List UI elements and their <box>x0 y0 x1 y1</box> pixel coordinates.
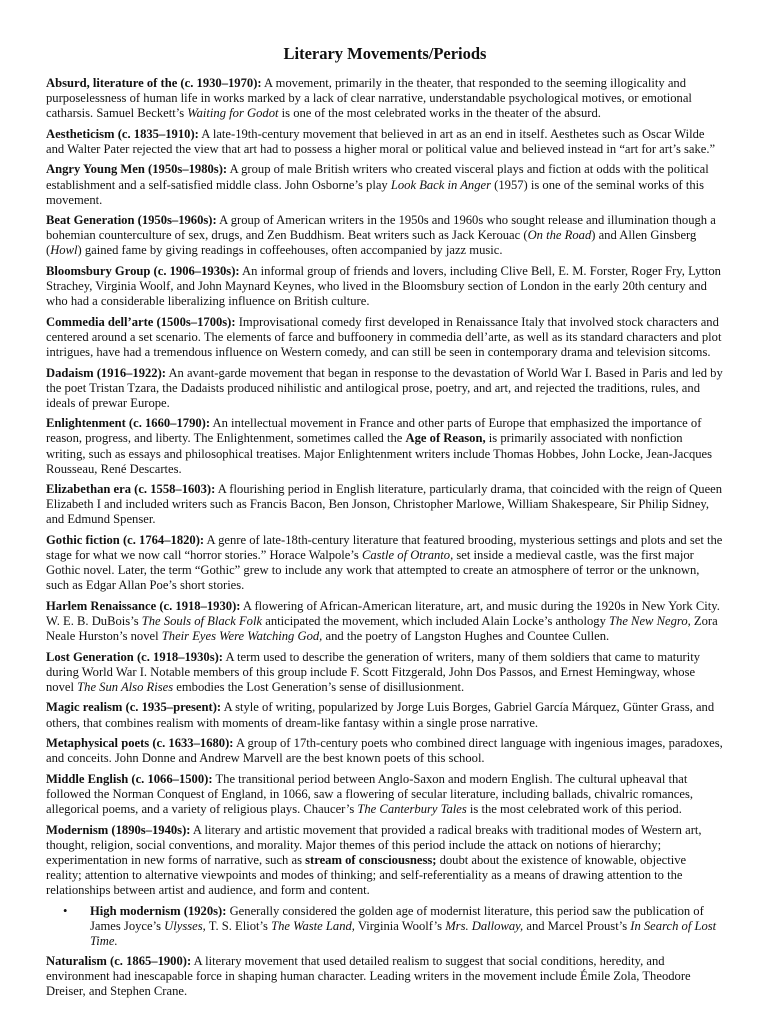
glossary-entry <box>46 772 724 817</box>
entry-text: is one of the most celebrated works in the theater of the absurd. <box>278 106 601 121</box>
entry-list <box>46 76 724 999</box>
glossary-entry <box>46 213 724 258</box>
entry-text: A flourishing period in English literature, particularly drama, that coincided with the reign of Queen Elizabeth I and included writers such as Francis Bacon, Ben Jonson, Christopher Marlowe, William Shakespeare, Sir Philip Sidney, and Edmund Spenser. <box>46 482 723 527</box>
entry-term: Enlightenment (c. 1660–1790): <box>46 416 211 431</box>
entry-text: is the most celebrated work of this period. <box>466 802 682 817</box>
entry-text: An intellectual movement in France and other parts of Europe that emphasized the importance of reason, progress, and liberty. The Enlightenment, sometimes called the <box>46 416 702 446</box>
entry-text: is primarily associated with nonfiction writing, such as essays and philosophical treatises. Major Enlightenment writers include Thomas Hobbes, John Locke, Jean-Jacques Rousseau, René Descartes. <box>46 431 713 476</box>
entry-text: The transitional period between Anglo-Saxon and modern English. The cultural upheaval that followed the Norman Conquest of England, in 1066, saw a flowering of secular literature, including ballads, chivalric romances, allegorical poems, and a variety of religious plays. Chaucer’s <box>46 771 693 817</box>
glossary-entry <box>46 533 724 593</box>
glossary-entry <box>46 954 724 999</box>
entry-term: High modernism (1920s): <box>90 903 227 918</box>
glossary-entry <box>46 482 724 527</box>
entry-text: An informal group of friends and lovers, including Clive Bell, E. M. Forster, Roger Fry, Lytton Strachey, Virginia Woolf, and John Maynard Keynes, who lived in the Bloomsbury section of London in the early 20th century and who had a considerable liberalizing influence on British culture. <box>46 264 721 309</box>
entry-term: Middle English (c. 1066–1500): <box>46 771 213 786</box>
entry-text: A literary and artistic movement that provided a radical breaks with traditional modes of Western art, thought, religion, social conventions, and morality. Major themes of this period include the attack on notions of hierarchy; experimentation in new forms of narrative, such as <box>46 822 702 867</box>
entry-text: Improvisational comedy first developed in Renaissance Italy that involved stock characters and centered around a set scenario. The elements of farce and buffoonery in commedia dell’arte, as well as its standard characters and plot intrigues, have had a tremendous influence on Western comedy, and can still be seen in contemporary drama and television sitcoms. <box>46 314 722 359</box>
entry-term: Lost Generation (c. 1918–1930s): <box>46 649 223 664</box>
entry-title-italic: Howl <box>50 243 78 258</box>
entry-text: anticipated the movement, which included Alain Locke’s anthology <box>262 614 610 628</box>
entry-term: Dadaism (1916–1922): <box>46 365 166 380</box>
entry-term: Gothic fiction (c. 1764–1820): <box>46 533 205 548</box>
entry-keyword: Age of Reason, <box>405 431 486 446</box>
glossary-entry <box>46 650 724 695</box>
entry-text: set inside a medieval castle, was the first major Gothic novel. Later, the term “Gothic” grew to include any work that attempted to create an atmosphere of terror or the unknown, such as Edgar Allan Poe’s short stories. <box>46 548 700 593</box>
glossary-entry <box>46 162 724 207</box>
entry-text: Generally considered the golden age of modernist literature, this period saw the publication of James Joyce’s <box>90 903 704 933</box>
entry-title-italic: Look Back in Anger <box>390 177 492 192</box>
entry-title-italic: Castle of Otranto, <box>361 548 454 563</box>
entry-text: (1957) is one of the seminal works of this movement. <box>46 177 705 207</box>
glossary-entry <box>46 264 724 309</box>
entry-text: An avant-garde movement that began in response to the devastation of World War I. Based in Paris and led by the poet Tristan Tzara, the Dadaists produced nihilistic and antilogical prose, poetry, and art, and rejected the traditions, rules, and ideals of prewar Europe. <box>46 365 723 410</box>
entry-text: and the poetry of Langston Hughes and Countee Cullen. <box>322 629 610 644</box>
entry-text: A group of 17th-century poets who combined direct language with ingenious images, paradoxes, and conceits. John Donne and Andrew Marvell are the best known poets of this school. <box>46 736 723 766</box>
entry-term: Elizabethan era (c. 1558–1603): <box>46 482 216 497</box>
entry-term: Harlem Renaissance (c. 1918–1930): <box>46 598 241 613</box>
entry-term: Aestheticism (c. 1835–1910): <box>46 126 199 141</box>
entry-title-italic: Their Eyes Were Watching God, <box>161 629 323 644</box>
bullet-icon: • <box>63 903 68 918</box>
entry-term: Bloomsbury Group (c. 1906–1930s): <box>46 264 240 279</box>
glossary-entry <box>46 366 724 411</box>
entry-text: Zora Neale Hurston’s novel <box>46 614 718 644</box>
entry-term: Beat Generation (1950s–1960s): <box>46 213 217 228</box>
entry-text: A flowering of African-American literature, art, and music during the 1920s in New York City. W. E. B. DuBois’s <box>46 598 720 628</box>
entry-text: Virginia Woolf’s <box>354 918 446 933</box>
entry-text: embodies the Lost Generation’s sense of disillusionment. <box>173 679 465 694</box>
entry-text: A movement, primarily in the theater, that responded to the seeming illogicality and purposelessness of human life in works marked by a lack of clear narrative, understandable psychological motives, or emotional catharsis. Samuel Beckett’s <box>46 76 692 121</box>
entry-text: A group of American writers in the 1950s and 1960s who sought release and illumination though a bohemian counterculture of sex, drugs, and Zen Buddhism. Beat writers such as Jack Kerouac ( <box>46 213 716 243</box>
glossary-entry <box>46 76 724 121</box>
entry-term: Commedia dell’arte (1500s–1700s): <box>46 314 236 329</box>
entry-title-italic: The Canterbury Tales <box>357 802 467 817</box>
entry-text: A group of male British writers who created visceral plays and fiction at odds with the political establishment and a self-satisfied middle class. John Osborne’s play <box>46 162 709 192</box>
entry-text: ) gained fame by giving readings in coffeehouses, often accompanied by jazz music. <box>77 243 503 258</box>
entry-text: ) and Allen Ginsberg ( <box>46 228 697 258</box>
entry-term: Magic realism (c. 1935–present): <box>46 700 222 715</box>
entry-term: Metaphysical poets (c. 1633–1680): <box>46 736 234 751</box>
entry-text: A late-19th-century movement that believed in art as an end in itself. Aesthetes such as Oscar Wilde and Walter Pater rejected the view that art had to possess a higher moral or political value and believed instead in “art for art’s sake.” <box>46 126 716 156</box>
glossary-entry <box>46 736 724 766</box>
entry-title-italic: The Souls of Black Folk <box>141 614 263 628</box>
entry-text: A literary movement that used detailed realism to suggest that social conditions, heredity, and environment had inescapable force in shaping human character. Leading writers in the movement include Émile Zola, Theodore Dreiser, and Stephen Crane. <box>46 953 691 999</box>
entry-text: and Marcel Proust’s <box>523 918 631 933</box>
entry-title-italic: The Waste Land, <box>271 918 355 933</box>
glossary-entry <box>46 823 724 898</box>
entry-title-italic: On the Road <box>527 228 592 243</box>
entry-title-italic: The New Negro, <box>609 614 691 628</box>
glossary-entry <box>46 599 724 644</box>
sub-entry-list <box>46 904 724 949</box>
glossary-entry <box>46 315 724 360</box>
entry-keyword: stream of consciousness; <box>305 852 437 867</box>
entry-text: T. S. Eliot’s <box>205 918 272 933</box>
entry-text: A style of writing, popularized by Jorge Luis Borges, Gabriel García Márquez, Günter Grass, and others, that combines realism with moments of dream-like fantasy within a single prose narrative. <box>46 700 715 730</box>
entry-title-italic: In Search of Lost Time. <box>90 918 717 948</box>
page-title: Literary Movements/Periods <box>283 44 487 63</box>
glossary-entry <box>46 127 724 157</box>
entry-term: Angry Young Men (1950s–1980s): <box>46 162 228 177</box>
entry-text: A term used to describe the generation of writers, many of them soldiers that came to maturity during World War I. Notable members of this group include F. Scott Fitzgerald, John Dos Passos, and Ernest Hemingway, whose novel <box>46 649 701 694</box>
entry-title-italic: Waiting for Godot <box>187 106 279 121</box>
glossary-entry <box>46 416 724 476</box>
entry-title-italic: Mrs. Dalloway, <box>445 918 524 933</box>
entry-term: Absurd, literature of the (c. 1930–1970): <box>46 76 262 90</box>
entry-text: doubt about the existence of knowable, objective reality; attention to alternative viewpoints and modes of thinking; and self-referentiality as a means of drawing attention to the relationships between artist and audience, and form and content. <box>46 852 687 897</box>
entry-term: Naturalism (c. 1865–1900): <box>46 953 192 968</box>
glossary-entry <box>46 700 724 730</box>
entry-title-italic: The Sun Also Rises <box>77 679 174 694</box>
entry-title-italic: Ulysses, <box>164 918 206 933</box>
entry-text: A genre of late-18th-century literature that featured brooding, mysterious settings and plots and set the stage for what we now call “horror stories.” Horace Walpole’s <box>46 533 723 563</box>
entry-term: Modernism (1890s–1940s): <box>46 822 191 837</box>
sub-entry <box>63 903 724 949</box>
